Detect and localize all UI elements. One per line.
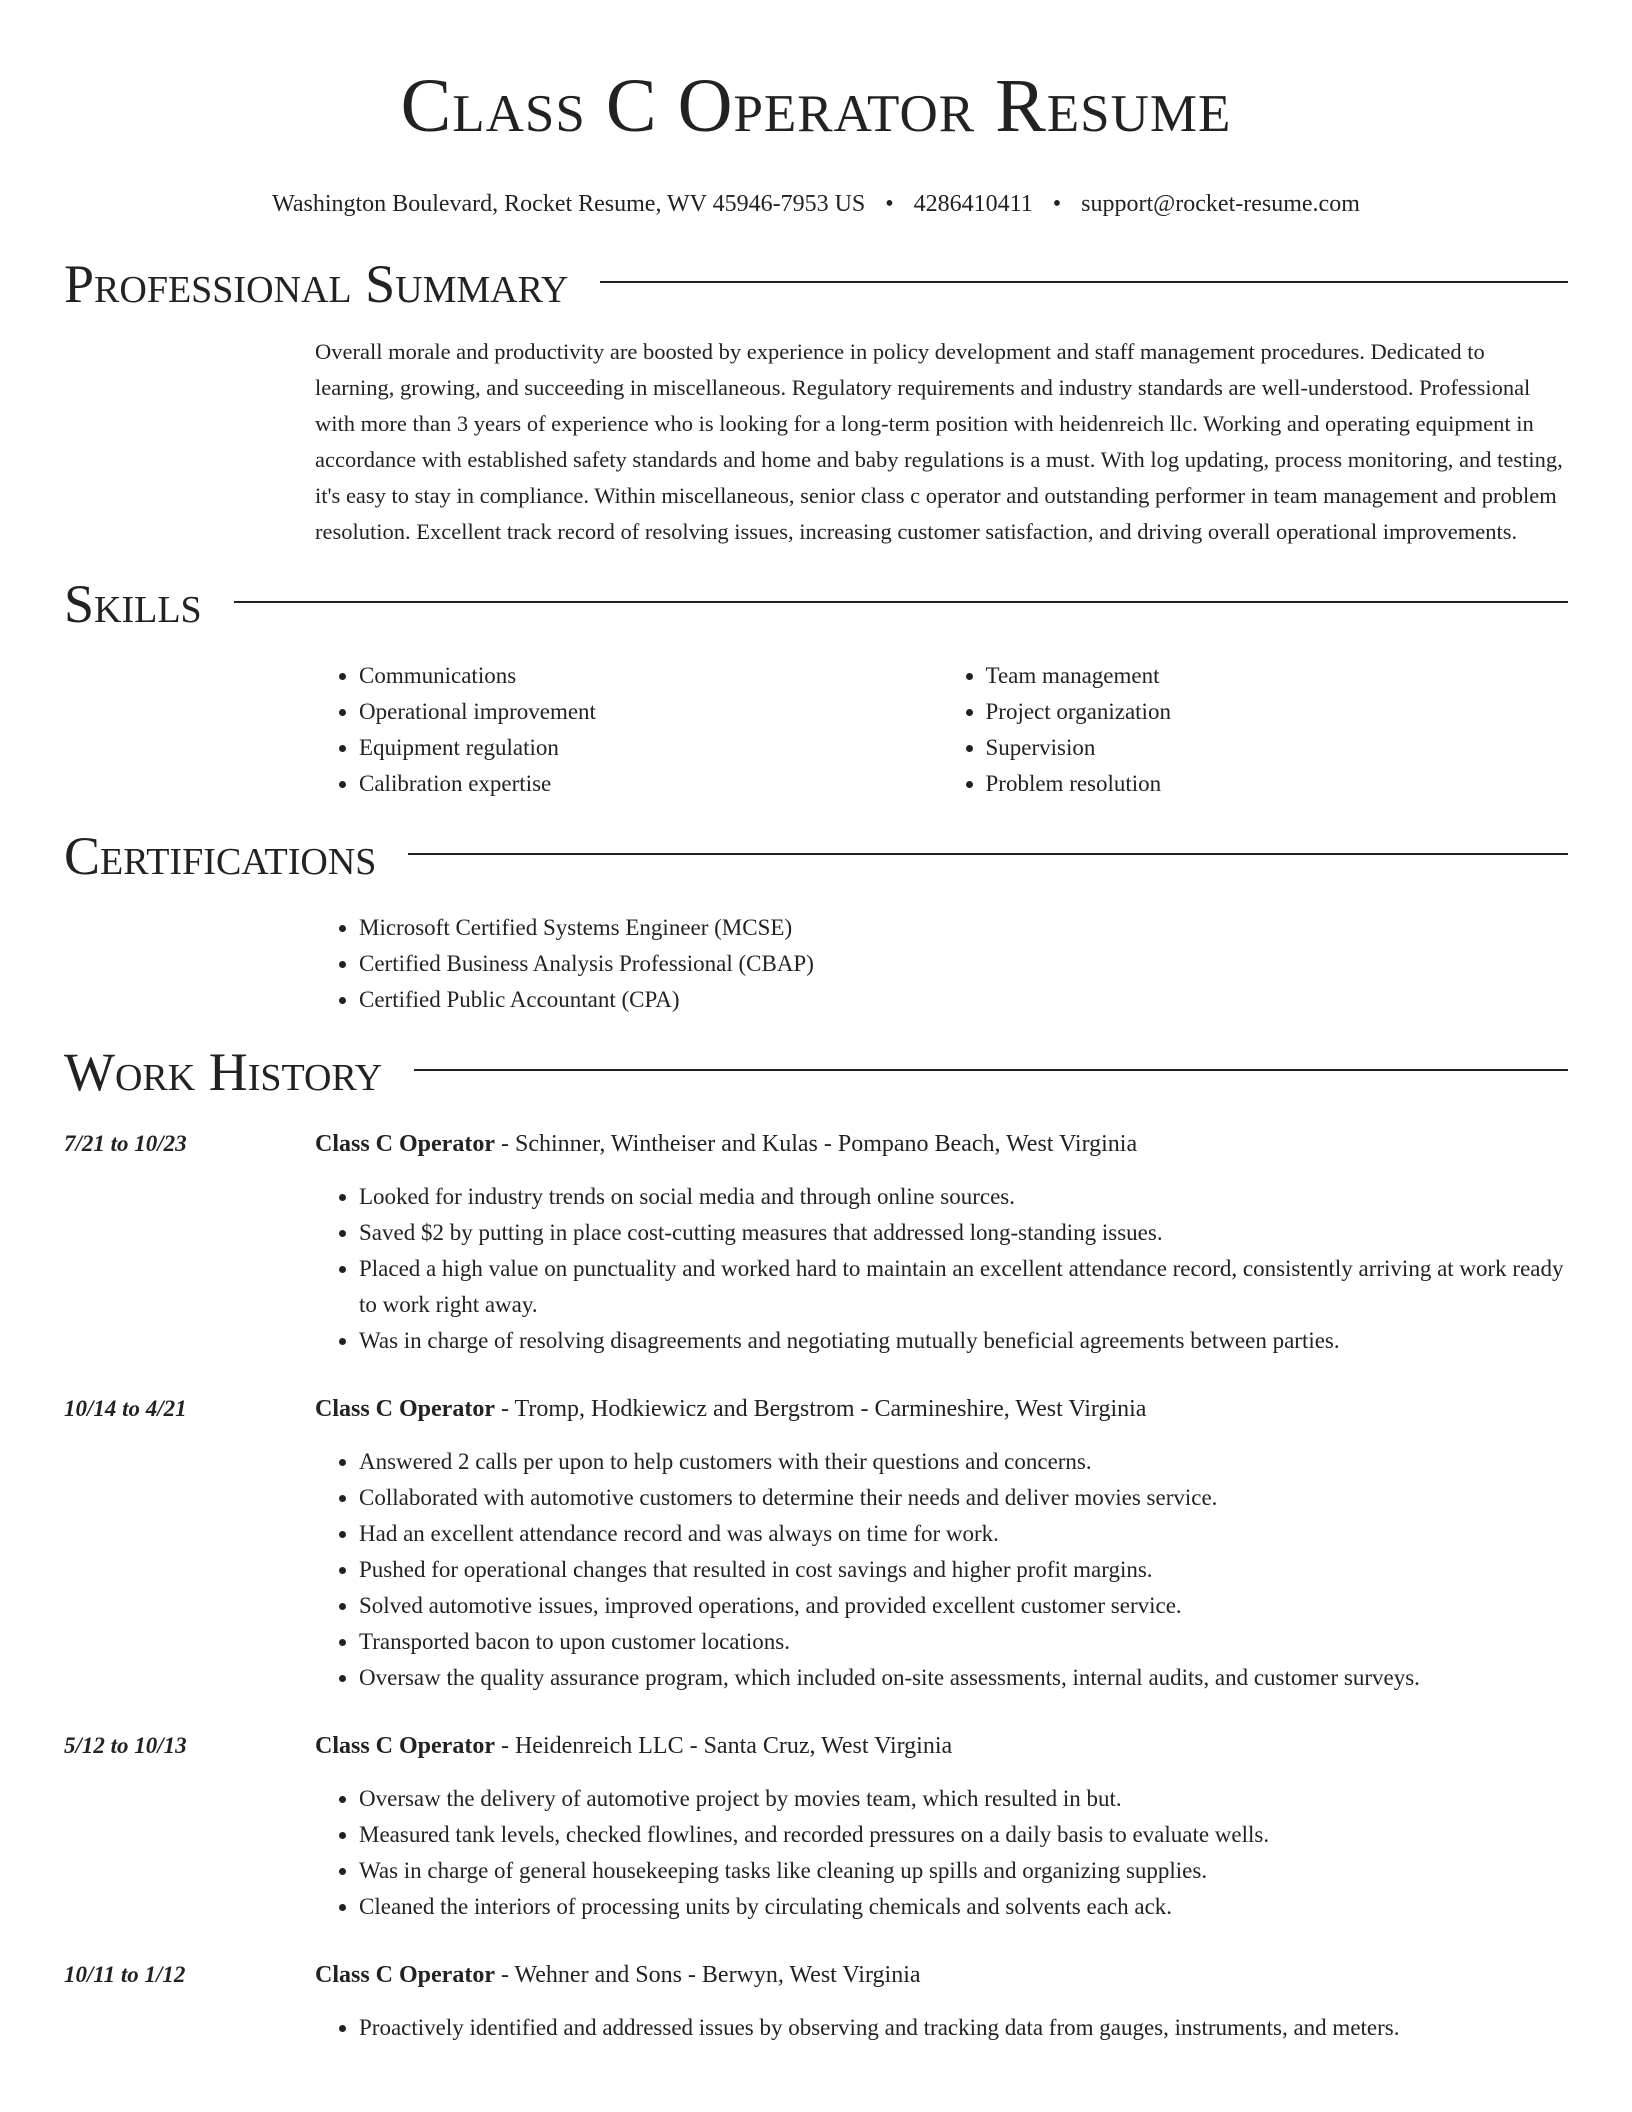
job-entry bbox=[64, 1126, 1568, 1359]
contact-line bbox=[64, 188, 1568, 220]
work-history-list bbox=[64, 1126, 1568, 2046]
job-entry bbox=[64, 1728, 1568, 1925]
skill-item: • Communications bbox=[359, 658, 942, 694]
phone: 4286410411 bbox=[913, 191, 1033, 217]
work-history-section-header bbox=[64, 1040, 1568, 1104]
job-dates: 10/14 to 4/21 bbox=[64, 1396, 187, 1421]
certification-item: • Certified Business Analysis Professional (CBAP) bbox=[359, 946, 1568, 982]
skills-section-header bbox=[64, 572, 1568, 636]
job-dates: 10/11 to 1/12 bbox=[64, 1962, 186, 1987]
job-role: Class C Operator bbox=[315, 1962, 495, 1988]
job-bullet: • Transported bacon to upon customer locations. bbox=[359, 1624, 1568, 1660]
job-bullet: • Solved automotive issues, improved operations, and provided excellent customer service. bbox=[359, 1588, 1568, 1624]
section-title: Skills bbox=[64, 574, 202, 634]
skill-item: • Project organization bbox=[986, 694, 1569, 730]
job-dates: 7/21 to 10/23 bbox=[64, 1131, 187, 1156]
skill-item: • Operational improvement bbox=[359, 694, 942, 730]
job-dates: 5/12 to 10/13 bbox=[64, 1733, 187, 1758]
section-divider bbox=[414, 1069, 1568, 1071]
job-bullets bbox=[315, 1179, 1568, 1359]
job-role: Class C Operator bbox=[315, 1131, 495, 1157]
job-bullet: • Was in charge of resolving disagreements and negotiating mutually beneficial agreements between parties. bbox=[359, 1323, 1568, 1359]
certifications-section-header bbox=[64, 824, 1568, 888]
job-bullets bbox=[315, 1781, 1568, 1925]
skill-item: • Problem resolution bbox=[986, 766, 1569, 802]
job-title-line bbox=[315, 1957, 1568, 1993]
job-bullet: • Saved $2 by putting in place cost-cutting measures that addressed long-standing issues. bbox=[359, 1215, 1568, 1251]
skills-list bbox=[315, 658, 1568, 802]
job-entry bbox=[64, 1391, 1568, 1696]
job-title-line bbox=[315, 1728, 1568, 1764]
separator: • bbox=[885, 191, 894, 217]
address: Washington Boulevard, Rocket Resume, WV 45946-7953 US bbox=[272, 191, 866, 217]
job-bullet: • Looked for industry trends on social media and through online sources. bbox=[359, 1179, 1568, 1215]
job-bullet: • Pushed for operational changes that resulted in cost savings and higher profit margins. bbox=[359, 1552, 1568, 1588]
certification-item: • Certified Public Accountant (CPA) bbox=[359, 982, 1568, 1018]
job-bullet: • Proactively identified and addressed issues by observing and tracking data from gauges, instruments, and meters. bbox=[359, 2010, 1568, 2046]
separator: • bbox=[1052, 191, 1062, 217]
job-bullet: • Cleaned the interiors of processing units by circulating chemicals and solvents each ack. bbox=[359, 1889, 1568, 1925]
certifications-list bbox=[315, 910, 1568, 1018]
job-employer: - Schinner, Wintheiser and Kulas - Pompano Beach, West Virginia bbox=[494, 1131, 1138, 1157]
resume-title: Class C Operator Resume bbox=[400, 64, 1232, 148]
job-bullet: • Oversaw the delivery of automotive project by movies team, which resulted in but. bbox=[359, 1781, 1568, 1817]
job-bullet: • Was in charge of general housekeeping tasks like cleaning up spills and organizing supplies. bbox=[359, 1853, 1568, 1889]
job-bullets bbox=[315, 1444, 1568, 1696]
section-title: Work History bbox=[64, 1042, 383, 1102]
section-divider bbox=[408, 853, 1568, 855]
summary-text: Overall morale and productivity are boosted by experience in policy development and staff management procedures. Dedicated to learning, growing, and succeeding in miscellaneous. Regulatory requirements and industry standards are well-understood. Professional with more than 3 years of experience who is looking for a long-term position with heidenreich llc. Working and operating equipment in accordance with established safety standards and home and baby regulations is a must. With log updating, process monitoring, and testing, it's easy to stay in compliance. Within miscellaneous, senior class c operator and outstanding performer in team management and problem resolution. Excellent track record of resolving issues, increasing customer satisfaction, and driving overall operational improvements. bbox=[315, 339, 1563, 544]
skill-item: • Equipment regulation bbox=[359, 730, 942, 766]
job-role: Class C Operator bbox=[315, 1396, 495, 1422]
skills-column-right bbox=[942, 658, 1569, 802]
job-title-line bbox=[315, 1391, 1568, 1427]
job-bullet: • Collaborated with automotive customers to determine their needs and deliver movies service. bbox=[359, 1480, 1568, 1516]
job-title-line bbox=[315, 1126, 1568, 1162]
job-entry bbox=[64, 1957, 1568, 2046]
section-title: Professional Summary bbox=[64, 254, 569, 314]
section-title: Certifications bbox=[64, 826, 377, 886]
section-divider bbox=[234, 601, 1568, 603]
job-bullet: • Measured tank levels, checked flowlines, and recorded pressures on a daily basis to evaluate wells. bbox=[359, 1817, 1568, 1853]
job-employer: - Wehner and Sons - Berwyn, West Virginia bbox=[494, 1962, 921, 1988]
skill-item: • Team management bbox=[986, 658, 1569, 694]
section-divider bbox=[600, 281, 1568, 283]
summary-section-header bbox=[64, 252, 1568, 316]
job-bullet: • Placed a high value on punctuality and worked hard to maintain an excellent attendance record, consistently arriving at work ready to work right away. bbox=[359, 1251, 1568, 1323]
skill-item: • Supervision bbox=[986, 730, 1569, 766]
job-employer: - Heidenreich LLC - Santa Cruz, West Virginia bbox=[494, 1733, 953, 1759]
email: support@rocket-resume.com bbox=[1081, 191, 1360, 217]
job-bullet: • Oversaw the quality assurance program, which included on-site assessments, internal audits, and customer surveys. bbox=[359, 1660, 1568, 1696]
job-bullet: • Answered 2 calls per upon to help customers with their questions and concerns. bbox=[359, 1444, 1568, 1480]
job-bullets bbox=[315, 2010, 1568, 2046]
job-bullet: • Had an excellent attendance record and was always on time for work. bbox=[359, 1516, 1568, 1552]
job-role: Class C Operator bbox=[315, 1733, 495, 1759]
job-employer: - Tromp, Hodkiewicz and Bergstrom - Carmineshire, West Virginia bbox=[494, 1396, 1147, 1422]
skills-column-left bbox=[315, 658, 942, 802]
certification-item: • Microsoft Certified Systems Engineer (MCSE) bbox=[359, 910, 1568, 946]
skill-item: • Calibration expertise bbox=[359, 766, 942, 802]
